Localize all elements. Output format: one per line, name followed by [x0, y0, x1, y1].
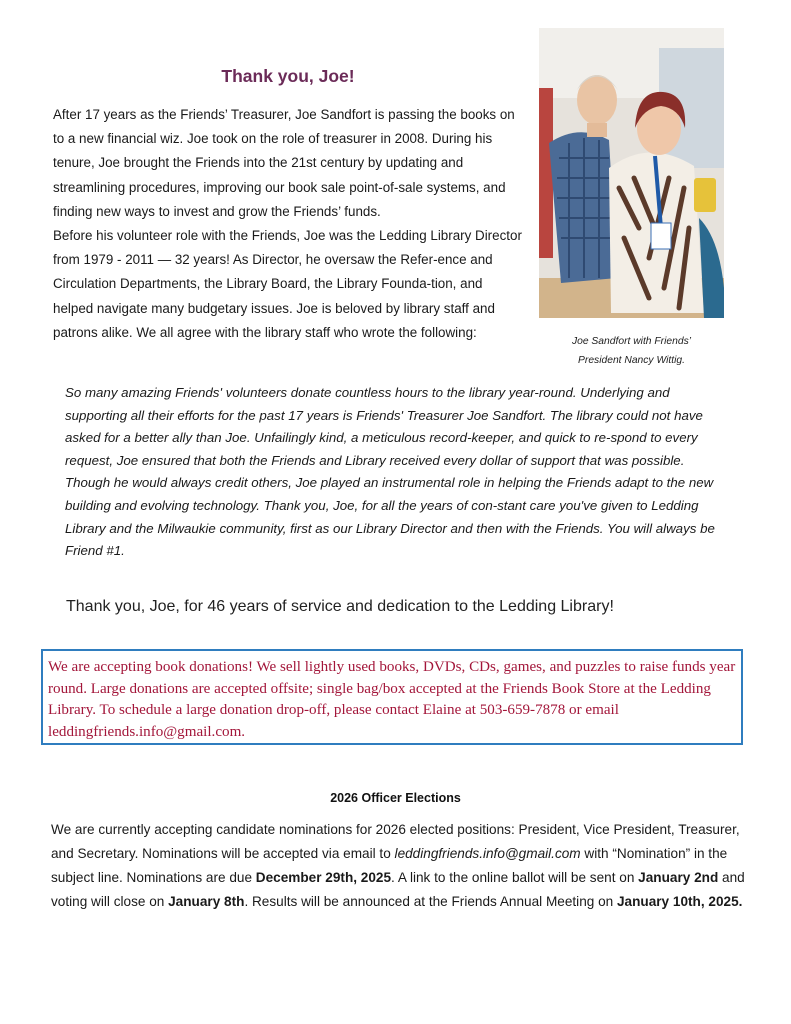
elections-text-4: and voting will close on	[51, 870, 745, 909]
photo-caption-line-2: President Nancy Wittig.	[578, 355, 685, 366]
photo-caption-line-1: Joe Sandfort with Friends’	[571, 336, 692, 347]
article-title: Thank you, Joe!	[221, 66, 355, 86]
elections-heading: 2026 Officer Elections	[330, 791, 461, 805]
elections-paragraph	[51, 818, 751, 914]
donation-notice-box	[41, 649, 743, 745]
elections-text-5: . Results will be announced at the Friends Annual Meeting on	[244, 894, 617, 909]
elections-meeting-date: January 10th, 2025.	[616, 894, 743, 909]
elections-close-date: January 8th	[168, 894, 245, 909]
elections-email: leddingfriends.info@gmail.com	[394, 846, 581, 861]
elections-text-2: with “Nomination” in the subject line. Nominations are due	[51, 846, 728, 885]
photo-illustration	[539, 28, 724, 318]
elections-ballot-date: January 2nd	[638, 870, 719, 885]
article-paragraph-1: After 17 years as the Friends’ Treasurer, Joe Sandfort is passing the books on to a new financial wiz. Joe took on the role of treasurer in 2008. During his tenure, Joe brought the Friends into the 21st century by updating and streamlining procedures, improving our book sale point-of-sale systems, and finding new ways to invest and grow the Friends’ funds.	[53, 107, 515, 219]
elections-text-3: . A link to the online ballot will be sent on	[391, 870, 639, 885]
photo-caption	[539, 332, 724, 370]
elections-due-date: December 29th, 2025	[255, 870, 392, 885]
photo-joe-and-nancy	[539, 28, 724, 318]
donation-notice-text: We are accepting book donations! We sell lightly used books, DVDs, CDs, games, and puzzles to raise funds year round. Large donations are accepted offsite; single bag/box accepted at the Friends Book Store at the Ledding Library. To schedule a large donation drop-off, please contact Elaine at 503-659-7878 or email leddingfriends.info@gmail.com.	[48, 659, 736, 740]
article-paragraph-2: Before his volunteer role with the Friends, Joe was the Ledding Library Director from 1979 - 2011 — 32 years! As Director, he oversaw the Refer-ence and Circulation Departments, the Library Board, the Library Founda-tion, and helped navigate many budgetary issues. Joe is beloved by library staff and patrons alike. We all agree with the library staff who wrote the following:	[53, 228, 522, 340]
elections-text-1: We are currently accepting candidate nominations for 2026 elected positions: President, Vice President, Treasurer, and Secretary. Nominations will be accepted via email to	[51, 822, 740, 861]
library-staff-quote: So many amazing Friends' volunteers donate countless hours to the library year-round. Underlying and supporting all their efforts for the past 17 years is Friends' Treasurer Joe Sandfort. The library could not have asked for a better ally than Joe. Unfailingly kind, a meticulous record-keeper, and quick to re-spond to every request, Joe ensured that both the Friends and Library received every dollar of support that was possible. Though he would always credit others, Joe played an instrumental role in helping the Friends adapt to the new building and evolving technology. Thank you, Joe, for all the years of con-stant care you've given to Ledding Library and the Milwaukie community, first as our Library Director and then with the Friends. You will always be Friend #1.	[65, 385, 715, 559]
closing-thanks: Thank you, Joe, for 46 years of service and dedication to the Ledding Library!	[66, 598, 614, 615]
